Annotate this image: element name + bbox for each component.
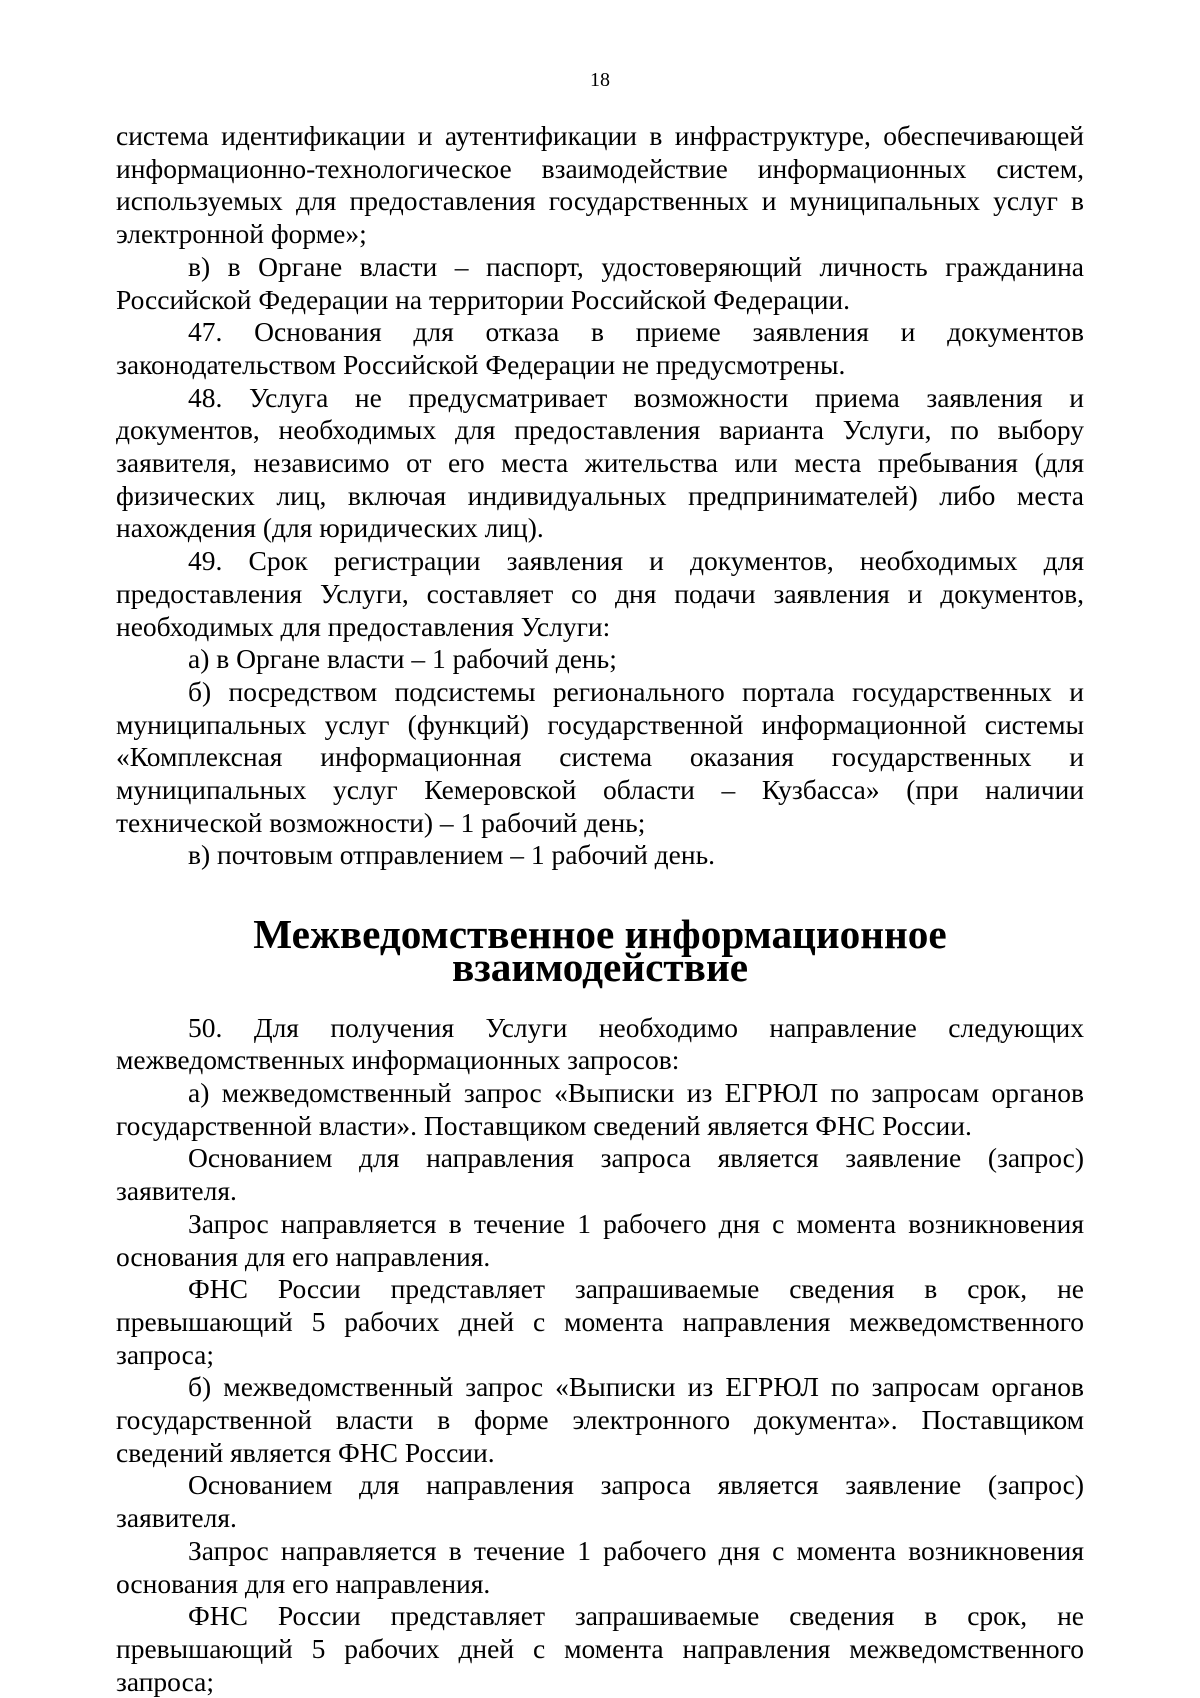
page-content [116,120,1084,1698]
paragraph-50-a-basis: Основанием для направления запроса является заявление (запрос) заявителя. [116,1142,1084,1207]
paragraph-47: 47. Основания для отказа в приеме заявления и документов законодательством Российской Федерации не предусмотрены. [116,316,1084,380]
paragraph-item-v-passport: в) в Органе власти – паспорт, удостоверяющий личность гражданина Российской Федерации на территории Российской Федерации. [116,250,1084,315]
page-number: 18 [590,69,610,91]
paragraph-49-b: б) посредством подсистемы регионального портала государственных и муниципальных услуг (функций) государственной информационной системы «Комплексная информационная система оказания государственных и муниципальных услуг Кемеровской области – Кузбасса» (при наличии технической возможности) – 1 рабочий день; [116,675,1084,838]
paragraph-50-a-response: ФНС России представляет запрашиваемые сведения в срок, не превышающий 5 рабочих дней с момента направления межведомственного запроса; [116,1273,1084,1370]
paragraph-continuation: система идентификации и аутентификации в инфраструктуре, обеспечивающей информационно-технологическое взаимодействие информационных систем, используемых для предоставления государственных и муниципальных услуг в электронной форме»; [116,120,1084,250]
paragraph-49-a: а) в Органе власти – 1 рабочий день; [188,643,617,675]
paragraph-50-a: а) межведомственный запрос «Выписки из ЕГРЮЛ по запросам органов государственной власти». Поставщиком сведений является ФНС России. [116,1076,1084,1141]
paragraph-50-b-timing: Запрос направляется в течение 1 рабочего дня с момента возникновения основания для его направления. [116,1534,1084,1599]
paragraph-50-b-response: ФНС России представляет запрашиваемые сведения в срок, не превышающий 5 рабочих дней с момента направления межведомственного запроса; [116,1600,1084,1697]
paragraph-50-a-timing: Запрос направляется в течение 1 рабочего дня с момента возникновения основания для его направления. [116,1207,1084,1272]
section-heading: Межведомственное информационное взаимодействие [253,911,947,990]
paragraph-50: 50. Для получения Услуги необходимо направление следующих межведомственных информационных запросов: [116,1011,1084,1076]
paragraph-49: 49. Срок регистрации заявления и документов, необходимых для предоставления Услуги, составляет со дня подачи заявления и документов, необходимых для предоставления Услуги: [116,545,1084,642]
paragraph-50-b: б) межведомственный запрос «Выписки из ЕГРЮЛ по запросам органов государственной власти в форме электронного документа». Поставщиком сведений является ФНС России. [116,1371,1084,1468]
paragraph-48: 48. Услуга не предусматривает возможности приема заявления и документов, необходимых для предоставления варианта Услуги, по выбору заявителя, независимо от его места жительства или места пребывания (для физических лиц, включая индивидуальных предпринимателей) либо места нахождения (для юридических лиц). [116,381,1084,544]
paragraph-49-v: в) почтовым отправлением – 1 рабочий день. [188,839,715,871]
paragraph-50-b-basis: Основанием для направления запроса является заявление (запрос) заявителя. [116,1469,1084,1534]
